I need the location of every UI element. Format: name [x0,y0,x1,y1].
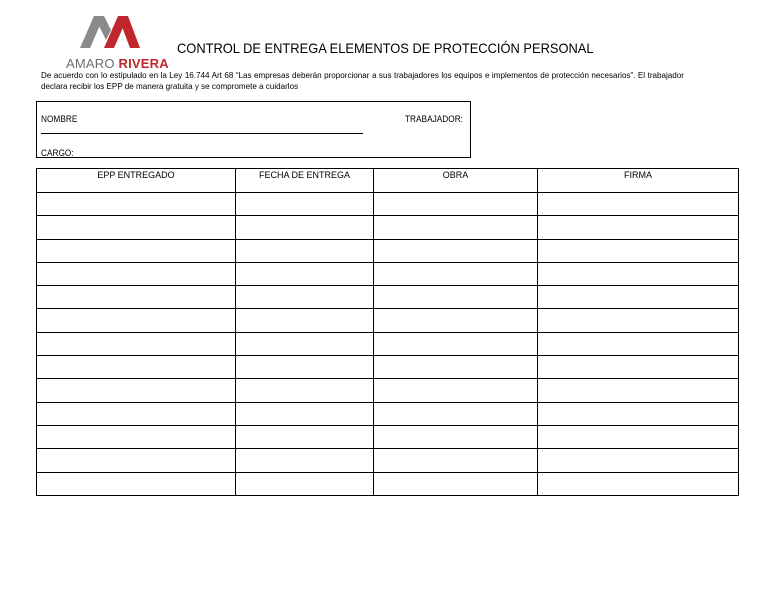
table-cell[interactable] [37,472,236,495]
table-cell[interactable] [374,425,538,448]
table-cell[interactable] [374,379,538,402]
table-cell[interactable] [37,193,236,216]
table-cell[interactable] [538,472,739,495]
logo-name-first: AMARO [66,56,115,71]
table-cell[interactable] [538,402,739,425]
table-row [37,449,739,472]
table-body [37,193,739,496]
table-row [37,193,739,216]
table-cell[interactable] [374,262,538,285]
table-row [37,402,739,425]
table-cell[interactable] [538,425,739,448]
table-row [37,332,739,355]
logo-mark-icon [80,14,142,50]
table-cell[interactable] [37,286,236,309]
table-cell[interactable] [37,425,236,448]
table-cell[interactable] [374,309,538,332]
table-cell[interactable] [538,239,739,262]
table-cell[interactable] [236,379,374,402]
trabajador-label: TRABAJADOR: [405,114,463,124]
table-row [37,472,739,495]
table-cell[interactable] [236,216,374,239]
table-row [37,286,739,309]
table-cell[interactable] [236,286,374,309]
table-cell[interactable] [374,402,538,425]
cargo-field-line[interactable] [78,157,463,158]
table-cell[interactable] [236,193,374,216]
table-row [37,309,739,332]
table-cell[interactable] [538,449,739,472]
table-cell[interactable] [374,449,538,472]
table-cell[interactable] [37,216,236,239]
table-cell[interactable] [538,356,739,379]
cargo-label: CARGO: [41,148,74,158]
header-firma: FIRMA [538,169,739,193]
table-row [37,239,739,262]
company-logo [62,14,169,72]
table-cell[interactable] [374,216,538,239]
table-cell[interactable] [236,309,374,332]
worker-info-box [36,101,471,158]
table-cell[interactable] [374,332,538,355]
logo-name-second: RIVERA [118,56,169,71]
table-cell[interactable] [236,262,374,285]
table-cell[interactable] [236,425,374,448]
table-cell[interactable] [538,286,739,309]
header-epp-entregado: EPP ENTREGADO [37,169,236,193]
intro-paragraph: De acuerdo con lo estipulado en la Ley 16.744 Art 68 “Las empresas deberán proporcionar a sus trabajadores los equipos e implementos de protección necesarios”. El trabajador declara recibir los EPP de manera gratuita y se compromete a cuidarlos [41,70,684,91]
table-cell[interactable] [236,239,374,262]
table-cell[interactable] [538,309,739,332]
table-cell[interactable] [236,472,374,495]
table-cell[interactable] [374,239,538,262]
table-cell[interactable] [538,262,739,285]
table-cell[interactable] [236,449,374,472]
table-cell[interactable] [37,379,236,402]
nombre-label: NOMBRE [41,114,78,124]
nombre-field-line[interactable] [41,133,363,134]
table-cell[interactable] [374,286,538,309]
table-cell[interactable] [37,239,236,262]
document-title: CONTROL DE ENTREGA ELEMENTOS DE PROTECCIÓN PERSONAL [177,40,594,56]
table-row [37,356,739,379]
table-row [37,262,739,285]
table-cell[interactable] [37,262,236,285]
table-cell[interactable] [37,332,236,355]
table-cell[interactable] [37,402,236,425]
table-cell[interactable] [374,472,538,495]
table-cell[interactable] [236,356,374,379]
table-cell[interactable] [374,356,538,379]
header-obra: OBRA [374,169,538,193]
table-cell[interactable] [538,216,739,239]
table-cell[interactable] [236,402,374,425]
table-cell[interactable] [37,449,236,472]
epp-delivery-table [36,168,739,496]
table-cell[interactable] [236,332,374,355]
table-row [37,216,739,239]
table-header-row [37,169,739,193]
table-cell[interactable] [538,379,739,402]
table-cell[interactable] [37,356,236,379]
table-row [37,425,739,448]
table-cell[interactable] [37,309,236,332]
header-fecha-entrega: FECHA DE ENTREGA [236,169,374,193]
table-cell[interactable] [374,193,538,216]
logo-wordmark [66,56,171,71]
table-cell[interactable] [538,193,739,216]
table-row [37,379,739,402]
table-cell[interactable] [538,332,739,355]
